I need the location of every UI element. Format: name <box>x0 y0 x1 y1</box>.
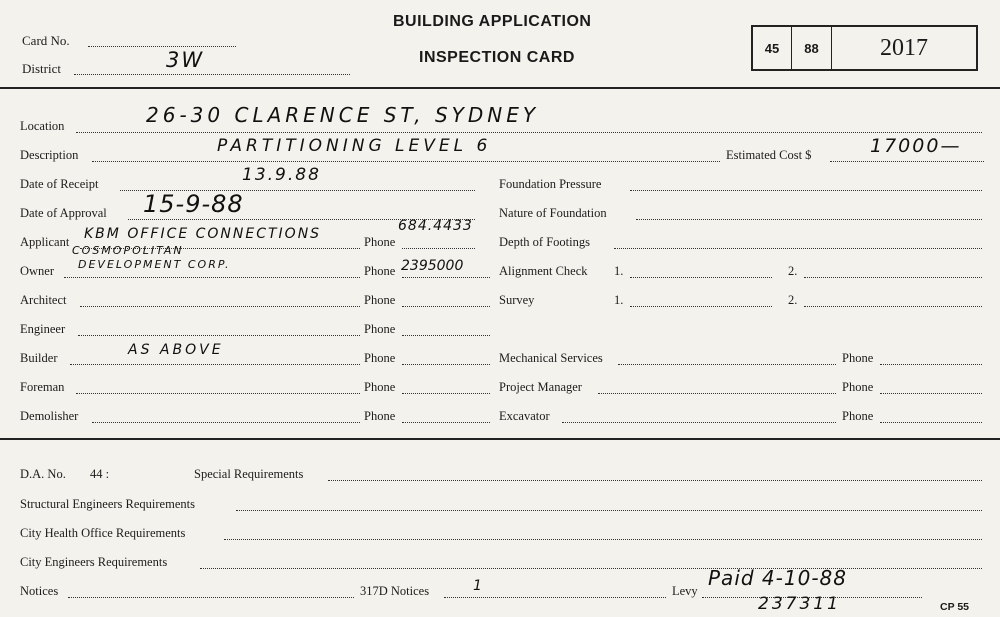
description-line <box>92 161 720 162</box>
foreman-label: Foreman <box>20 380 65 394</box>
levy-label: Levy <box>672 584 698 598</box>
structural-label: Structural Engineers Requirements <box>20 497 195 511</box>
applicant-phone-line <box>402 248 475 249</box>
excavator-label: Excavator <box>499 409 550 423</box>
builder-phone-line <box>402 364 490 365</box>
health-label: City Health Office Requirements <box>20 526 186 540</box>
architect-phone-label: Phone <box>364 293 396 307</box>
ref-cell-a: 45 <box>753 27 792 69</box>
foundation-pressure-label: Foundation Pressure <box>499 177 602 191</box>
structural-line <box>236 510 982 511</box>
applicant-phone-value: 684.4433 <box>398 218 473 234</box>
levy-value: Paid 4-10-88 <box>708 566 847 590</box>
engineer-phone-label: Phone <box>364 322 396 336</box>
ref-cell-c: 2017 <box>880 34 928 61</box>
foreman-phone-line <box>402 393 490 394</box>
architect-phone-line <box>402 306 490 307</box>
title-line1: BUILDING APPLICATION <box>393 13 592 30</box>
middle-divider <box>0 438 1000 440</box>
ref-cell-b: 88 <box>792 27 832 69</box>
alignment-two-label: 2. <box>788 264 798 278</box>
notices317-label: 317D Notices <box>360 584 430 598</box>
architect-line <box>80 306 360 307</box>
estimated-cost-label: Estimated Cost $ <box>726 148 812 162</box>
applicant-value: KBM OFFICE CONNECTIONS <box>84 226 322 242</box>
demolisher-label: Demolisher <box>20 409 79 423</box>
location-value: 26-30 CLARENCE ST, SYDNEY <box>146 103 540 127</box>
district-label: District <box>22 61 61 76</box>
excavator-line <box>562 422 836 423</box>
nature-foundation-line <box>636 219 982 220</box>
da-value: 44 : <box>90 467 110 481</box>
survey-one-line <box>630 306 772 307</box>
city-eng-label: City Engineers Requirements <box>20 555 168 569</box>
survey-one-label: 1. <box>614 293 624 307</box>
form-code: CP 55 <box>940 601 969 613</box>
notices-line <box>68 597 354 598</box>
owner-phone-label: Phone <box>364 264 396 278</box>
mechanical-phone-label: Phone <box>842 351 874 365</box>
levy-ref: 237311 <box>758 594 841 614</box>
estimated-cost-value: 17000— <box>870 135 962 157</box>
project-manager-phone-label: Phone <box>842 380 874 394</box>
demolisher-phone-line <box>402 422 490 423</box>
builder-line <box>70 364 360 365</box>
health-line <box>224 539 982 540</box>
builder-phone-label: Phone <box>364 351 396 365</box>
owner-line <box>64 277 360 278</box>
reference-box <box>751 25 978 71</box>
survey-label: Survey <box>499 293 535 307</box>
special-line <box>328 480 982 481</box>
receipt-label: Date of Receipt <box>20 177 99 191</box>
applicant-label: Applicant <box>20 235 70 249</box>
survey-two-label: 2. <box>788 293 798 307</box>
foundation-pressure-line <box>630 190 982 191</box>
owner-phone-value: 2395000 <box>401 258 464 274</box>
card-no-label: Card No. <box>22 33 70 48</box>
estimated-cost-line <box>830 161 984 162</box>
architect-label: Architect <box>20 293 67 307</box>
excavator-phone-label: Phone <box>842 409 874 423</box>
location-label: Location <box>20 119 65 133</box>
applicant-phone-label: Phone <box>364 235 396 249</box>
foreman-line <box>76 393 360 394</box>
demolisher-line <box>92 422 360 423</box>
mechanical-line <box>618 364 836 365</box>
notices317-line <box>444 597 666 598</box>
notices317-value: 1 <box>473 578 484 594</box>
excavator-phone-line <box>880 422 982 423</box>
special-label: Special Requirements <box>194 467 304 481</box>
city-eng-line <box>200 568 982 569</box>
owner-phone-line <box>402 277 490 278</box>
owner-value-line1: COSMOPOLITAN <box>72 244 184 257</box>
nature-foundation-label: Nature of Foundation <box>499 206 607 220</box>
alignment-one-line <box>630 277 772 278</box>
mechanical-label: Mechanical Services <box>499 351 603 365</box>
district-line <box>74 74 350 75</box>
location-line <box>76 132 982 133</box>
demolisher-phone-label: Phone <box>364 409 396 423</box>
survey-two-line <box>804 306 982 307</box>
owner-value-line2: DEVELOPMENT CORP. <box>78 258 231 271</box>
da-label: D.A. No. <box>20 467 66 481</box>
alignment-one-label: 1. <box>614 264 624 278</box>
engineer-line <box>78 335 360 336</box>
alignment-label: Alignment Check <box>499 264 588 278</box>
alignment-two-line <box>804 277 982 278</box>
receipt-value: 13.9.88 <box>242 165 321 185</box>
approval-label: Date of Approval <box>20 206 107 220</box>
project-manager-label: Project Manager <box>499 380 582 394</box>
builder-value: AS ABOVE <box>128 342 224 358</box>
title-line2: INSPECTION CARD <box>419 49 575 66</box>
mechanical-phone-line <box>880 364 982 365</box>
engineer-label: Engineer <box>20 322 66 336</box>
builder-label: Builder <box>20 351 58 365</box>
depth-footings-line <box>614 248 982 249</box>
owner-label: Owner <box>20 264 55 278</box>
foreman-phone-label: Phone <box>364 380 396 394</box>
approval-value: 15-9-88 <box>143 190 244 218</box>
header-divider <box>0 87 1000 89</box>
description-value: PARTITIONING LEVEL 6 <box>217 136 492 156</box>
notices-label: Notices <box>20 584 59 598</box>
description-label: Description <box>20 148 79 162</box>
project-manager-line <box>598 393 836 394</box>
engineer-phone-line <box>402 335 490 336</box>
card-no-line <box>88 46 236 47</box>
district-value: 3W <box>166 48 205 72</box>
project-manager-phone-line <box>880 393 982 394</box>
depth-footings-label: Depth of Footings <box>499 235 590 249</box>
